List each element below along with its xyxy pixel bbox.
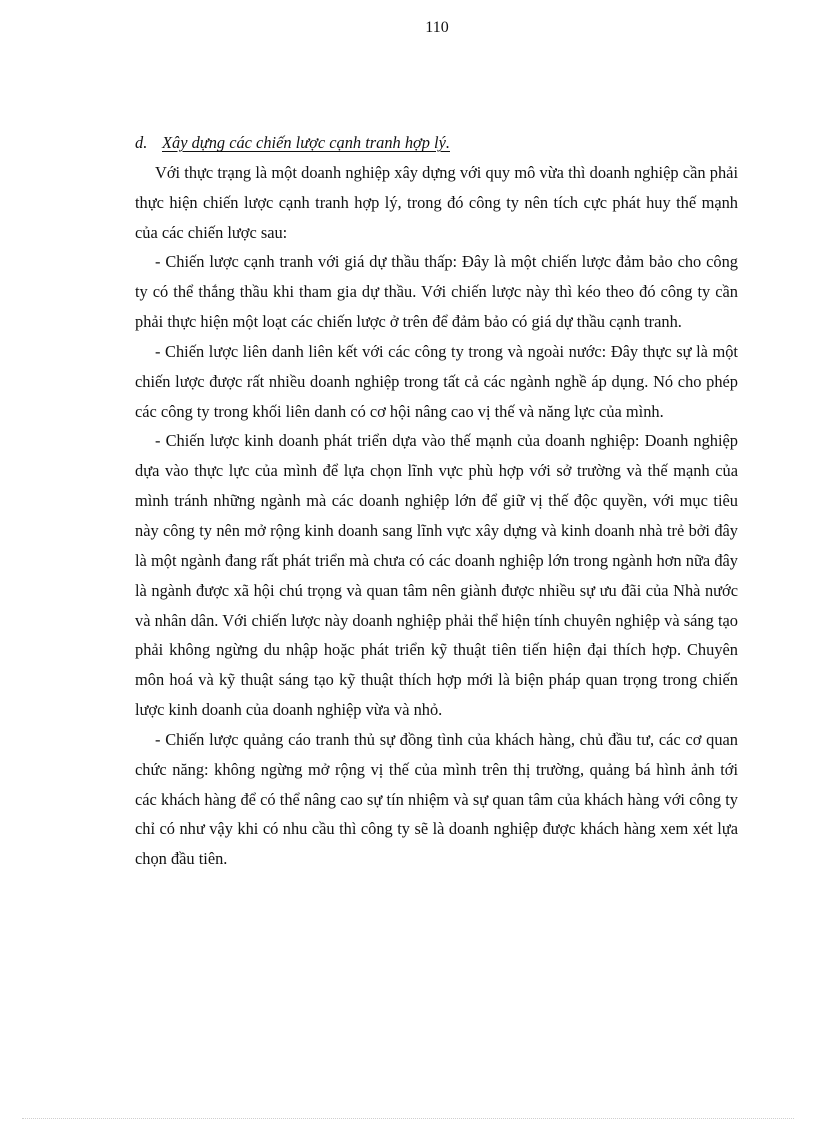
paragraph-strategy-strengths: - Chiến lược kinh doanh phát triển dựa vào thế mạnh của doanh nghiệp: Doanh nghiệp dựa vào thực lực của mình để lựa chọn lĩnh vực phù hợp với sở trường và thế mạnh của mình tránh những ngành mà các doanh nghiệp lớn để giữ vị thế độc quyền, với mục tiêu này công ty nên mở rộng kinh doanh sang lĩnh vực xây dựng và kinh doanh nhà trẻ bởi đây là một ngành đang rất phát triển mà chưa có các doanh nghiệp lớn trong ngành hơn nữa đây là ngành được xã hội chú trọng và quan tâm nên giành được nhiều sự ưu đãi của Nhà nước và nhân dân. Với chiến lược này doanh nghiệp phải thể hiện tính chuyên nghiệp và sáng tạo phải không ngừng du nhập hoặc phát triển kỹ thuật tiên tiến hiện đại thích hợp. Chuyên môn hoá và kỹ thuật sáng tạo kỹ thuật thích hợp mới là biện pháp quan trọng trong chiến lược kinh doanh của doanh nghiệp vừa và nhỏ. xyxy=(135,431,738,720)
paragraph-strategy-joint-venture: - Chiến lược liên danh liên kết với các công ty trong và ngoài nước: Đây thực sự là một chiến lược được rất nhiều doanh nghiệp trong tất cả các ngành nghề áp dụng. Nó cho phép các công ty trong khối liên danh có cơ hội nâng cao vị thế và năng lực của mình. xyxy=(135,341,738,421)
page-number: 110 xyxy=(425,19,449,36)
section-heading xyxy=(135,128,738,158)
section-label: d. xyxy=(135,133,148,152)
paragraph-strategy-advertising: - Chiến lược quảng cáo tranh thủ sự đồng tình của khách hàng, chủ đầu tư, các cơ quan chức năng: không ngừng mở rộng vị thế của mình trên thị trường, quảng bá hình ảnh tới các khách hàng để có thể nâng cao sự tín nhiệm và sự quan tâm của khách hàng với công ty chỉ có như vậy khi có nhu cầu thì công ty sẽ là doanh nghiệp được khách hàng xem xét lựa chọn đầu tiên. xyxy=(135,729,738,869)
page-bottom-divider xyxy=(22,1118,794,1119)
paragraph-intro: Với thực trạng là một doanh nghiệp xây dựng với quy mô vừa thì doanh nghiệp cần phải thực hiện chiến lược cạnh tranh hợp lý, trong đó công ty nên tích cực phát huy thế mạnh của các chiến lược sau: xyxy=(135,162,738,242)
section-title: Xây dựng các chiến lược cạnh tranh hợp lý. xyxy=(162,133,450,152)
document-body xyxy=(135,128,738,874)
paragraph-strategy-low-bid: - Chiến lược cạnh tranh với giá dự thầu thấp: Đây là một chiến lược đảm bảo cho công ty có thể thắng thầu khi tham gia dự thầu. Với chiến lược này thì kéo theo đó công ty cần phải thực hiện một loạt các chiến lược ở trên để đảm bảo có giá dự thầu cạnh tranh. xyxy=(135,252,738,332)
